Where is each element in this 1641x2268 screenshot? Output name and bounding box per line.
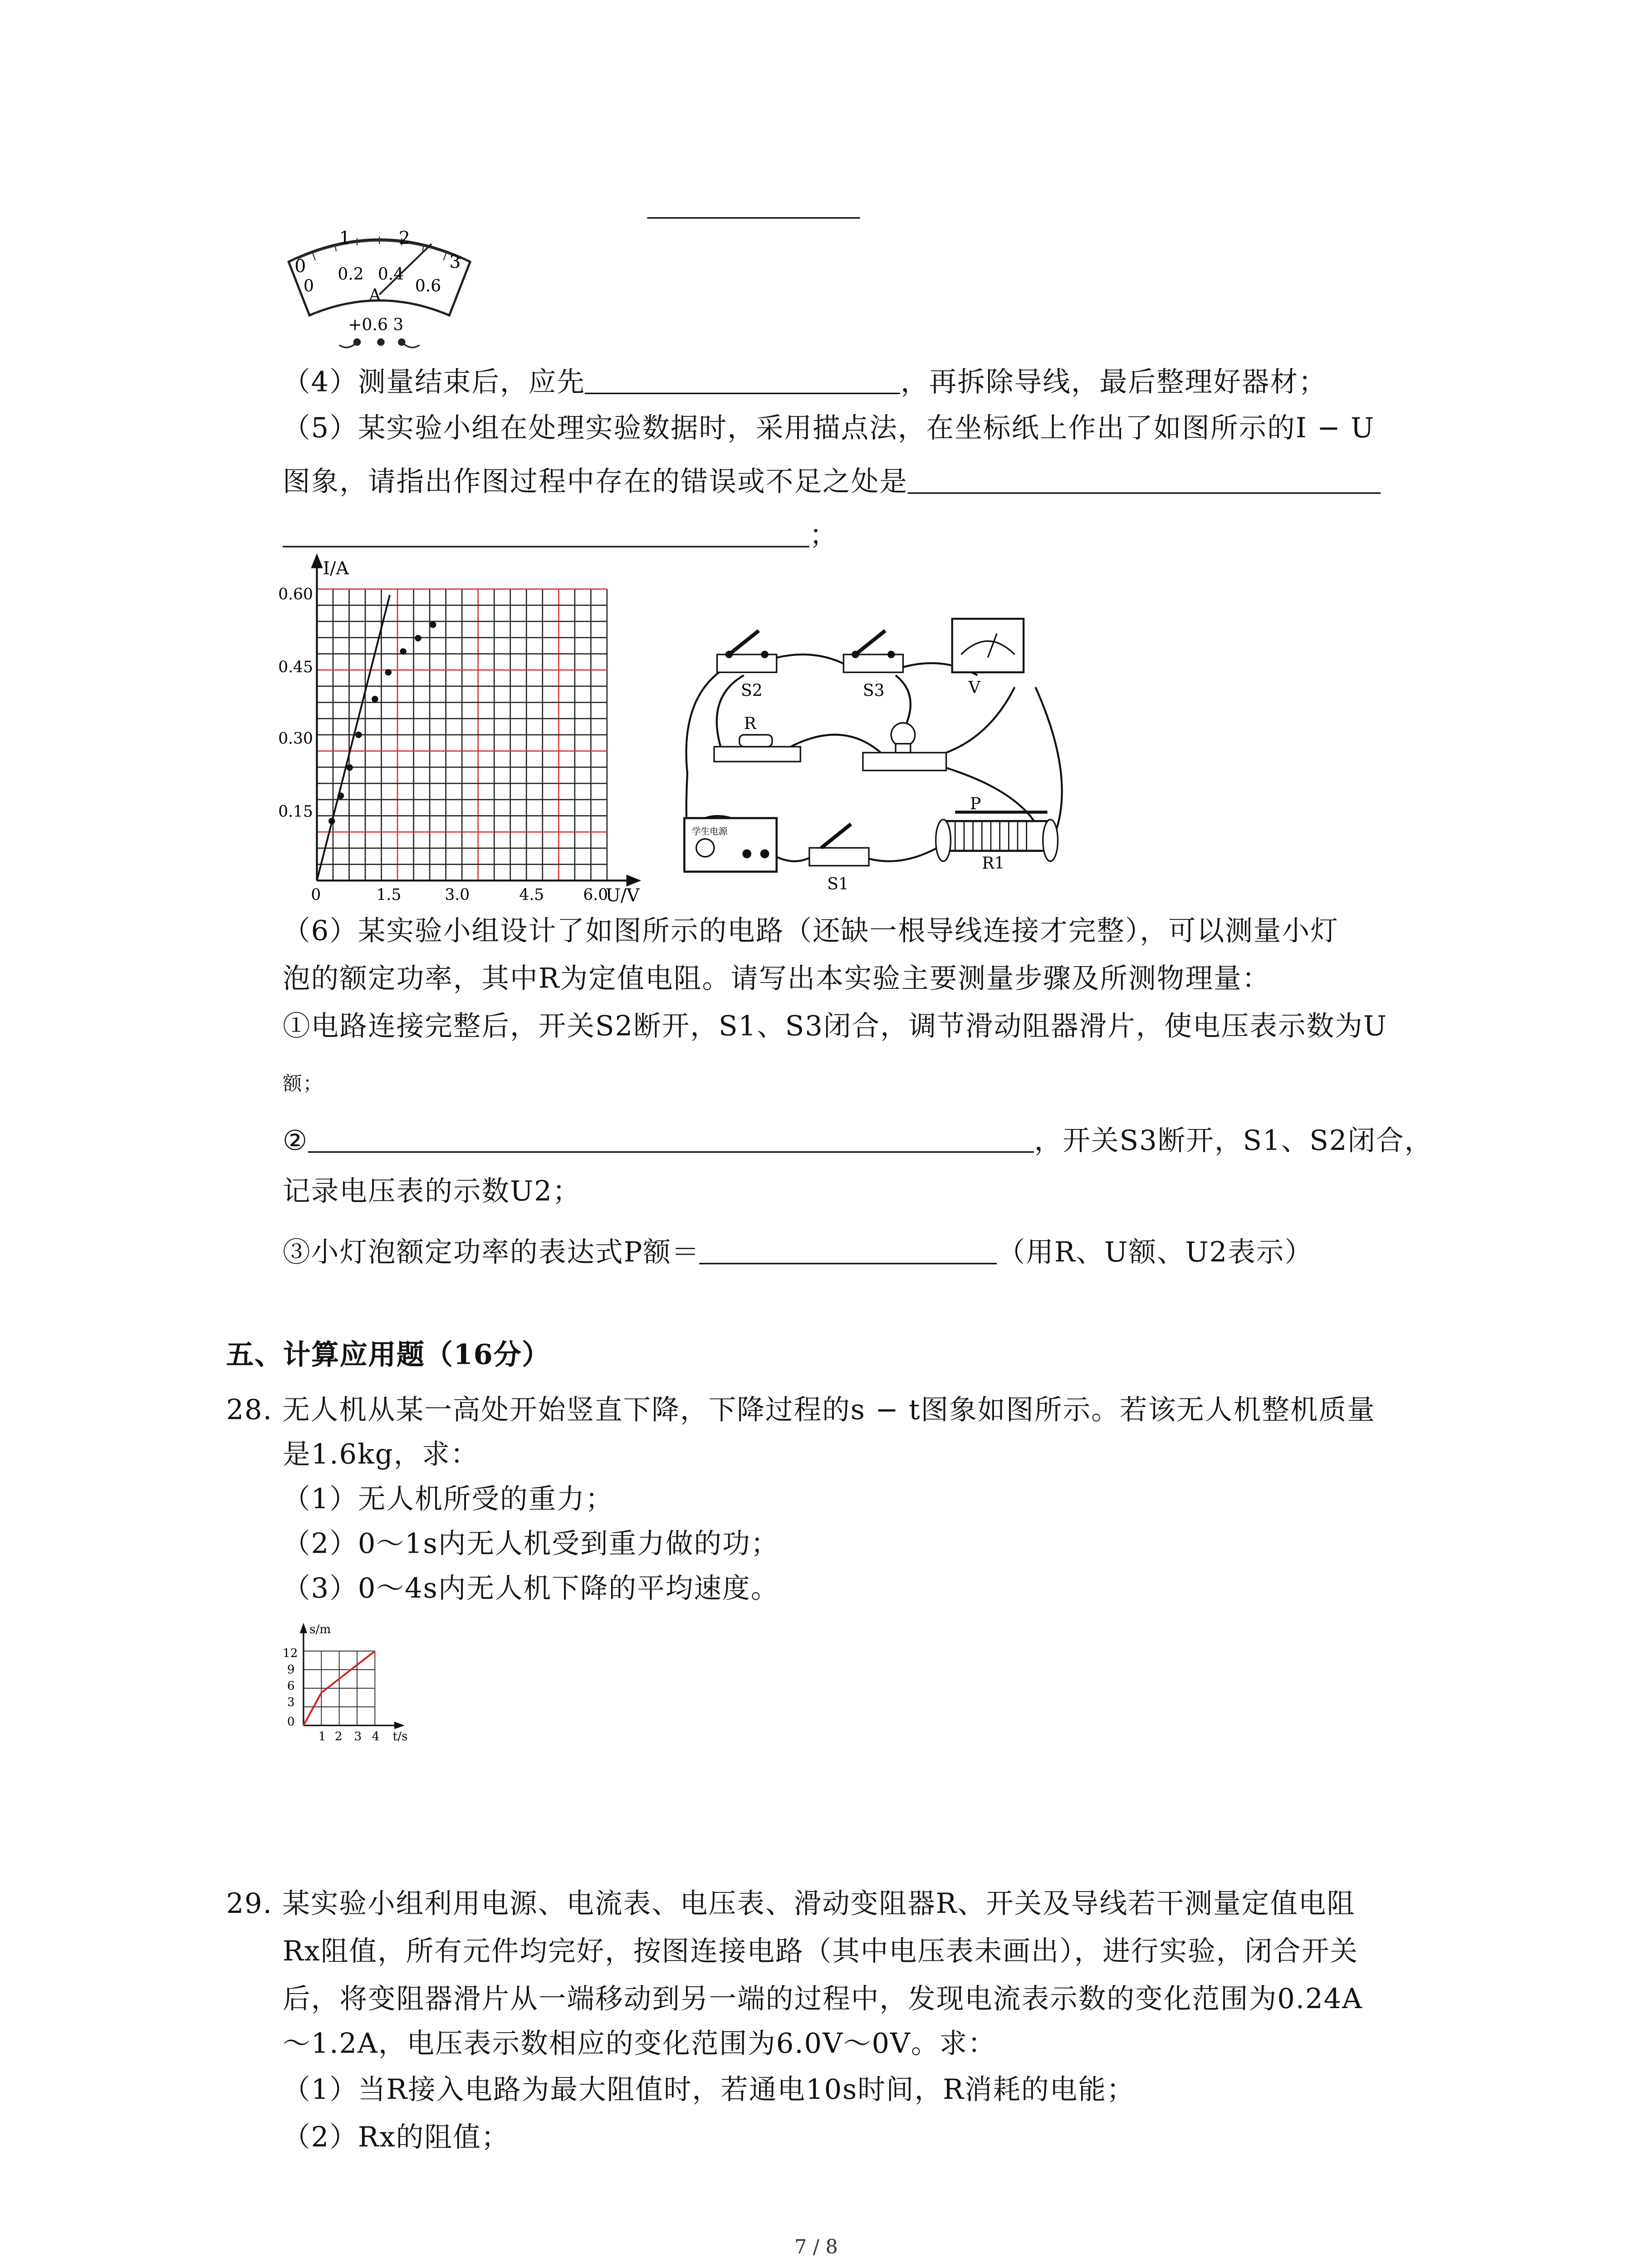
- q5-text: 图象，请指出作图过程中存在的错误或不足之处是: [283, 467, 908, 499]
- meter-terminals: +0.6 3: [348, 315, 404, 334]
- q28-part3: （3）0～4s内无人机下降的平均速度。: [283, 1574, 779, 1605]
- q29-part1: （1）当R接入电路为最大阻值时，若通电10s时间，R消耗的电能；: [283, 2075, 1135, 2107]
- q29-part2: （2）Rx的阻值；: [283, 2122, 510, 2154]
- q5-line3: [283, 516, 838, 557]
- q6-step2-num: ②: [283, 1126, 309, 1158]
- iu-ytick-015: 0.15: [278, 802, 313, 821]
- q4-text-end: ，再拆除导线，最后整理好器材；: [901, 367, 1327, 399]
- q4-line: [283, 363, 1327, 403]
- meter-bot-2: 0.4: [377, 264, 404, 284]
- q6-step3-answer-blank[interactable]: [700, 1233, 998, 1264]
- voltmeter: [952, 619, 1024, 672]
- q6-step3: [283, 1233, 1313, 1273]
- q5-answer-blank-2[interactable]: [283, 516, 809, 547]
- q6-step2-text: ，开关S3断开，S1、S2闭合，: [1034, 1126, 1433, 1158]
- st-xlabel: t/s: [392, 1730, 408, 1744]
- iu-xtick-15: 1.5: [376, 885, 402, 904]
- iu-point: [415, 635, 421, 641]
- q5-line1: （5）某实验小组在处理实验数据时，采用描点法，在坐标纸上作出了如图所示的I − U: [283, 413, 1375, 445]
- switch-s1: [809, 824, 869, 866]
- iu-point: [346, 764, 353, 771]
- iu-graph: [275, 553, 647, 910]
- page-number: 7 / 8: [794, 2237, 838, 2260]
- iu-ytick-030: 0.30: [278, 729, 313, 748]
- st-ylabel: s/m: [309, 1623, 331, 1637]
- q6-step1: ①电路连接完整后，开关S2断开，S1、S3闭合，调节滑动阻器滑片，使电压表示数为U: [283, 1011, 1387, 1043]
- st-ytick-6: 6: [287, 1679, 295, 1693]
- q6-line2: 泡的额定功率，其中R为定值电阻。请写出本实验主要测量步骤及所测物理量：: [283, 963, 1271, 995]
- iu-xtick-60: 6.0: [583, 885, 608, 904]
- q28-line1: 28. 无人机从某一高处开始竖直下降，下降过程的s − t图象如图所示。若该无人机整机质量: [226, 1395, 1376, 1427]
- label-v: V: [968, 678, 980, 698]
- q4-answer-blank[interactable]: [585, 363, 901, 394]
- label-p: P: [970, 794, 981, 813]
- st-ytick-9: 9: [287, 1663, 295, 1677]
- switch-s3: [843, 631, 903, 672]
- q29-line2: Rx阻值，所有元件均完好，按图连接电路（其中电压表未画出），进行实验，闭合开关: [283, 1936, 1358, 1968]
- iu-point: [355, 732, 362, 738]
- st-xtick-4: 4: [372, 1730, 380, 1744]
- power-supply-label: 学生电源: [691, 826, 728, 837]
- st-xtick-1: 1: [318, 1730, 326, 1744]
- st-ytick-12: 12: [283, 1647, 298, 1661]
- q28-part1: （1）无人机所受的重力；: [283, 1484, 614, 1516]
- st-ytick-0: 0: [287, 1715, 295, 1729]
- iu-xtick-0: 0: [311, 885, 321, 904]
- iu-point: [385, 669, 392, 675]
- iu-point: [400, 648, 406, 655]
- q6-step2-answer-blank[interactable]: [308, 1122, 1034, 1153]
- meter-bot-0: 0: [303, 276, 314, 296]
- q6-line1: （6）某实验小组设计了如图所示的电路（还缺一根导线连接才完整），可以测量小灯: [283, 916, 1339, 948]
- st-graph: [279, 1621, 428, 1749]
- bulb: [863, 723, 946, 771]
- ammeter-figure: [283, 223, 476, 357]
- q6-step3-end: （用R、U额、U2表示）: [997, 1237, 1313, 1269]
- meter-bot-3: 0.6: [415, 276, 441, 296]
- meter-unit: A: [369, 285, 381, 305]
- meter-top-2: 2: [398, 227, 410, 249]
- switch-s2: [717, 631, 777, 672]
- q6-step3-text: ③小灯泡额定功率的表达式P额＝: [283, 1237, 700, 1269]
- iu-ytick-060: 0.60: [278, 585, 313, 604]
- st-grid: [304, 1651, 375, 1725]
- q28-part2: （2）0～1s内无人机受到重力做的功；: [283, 1529, 779, 1560]
- meter-top-1: 1: [339, 227, 351, 249]
- q29-line3: 后，将变阻器滑片从一端移动到另一端的过程中，发现电流表示数的变化范围为0.24A: [283, 1984, 1363, 2016]
- meter-bot-1: 0.2: [338, 264, 364, 284]
- q5-line2: [283, 463, 1381, 503]
- q5-end: ；: [809, 520, 838, 552]
- q6-step1-sub: 额；: [283, 1074, 323, 1096]
- circuit-diagram: [672, 610, 1082, 907]
- q29-line1: 29. 某实验小组利用电源、电流表、电压表、滑动变阻器R、开关及导线若干测量定值电阻: [226, 1889, 1356, 1921]
- meter-top-0: 0: [294, 256, 306, 277]
- q4-text: （4）测量结束后，应先: [283, 367, 585, 399]
- label-r1: R1: [982, 854, 1005, 873]
- iu-ylabel: I/A: [323, 557, 349, 579]
- answer-blank-top[interactable]: [647, 217, 860, 219]
- iu-ytick-045: 0.45: [278, 658, 313, 677]
- iu-xtick-30: 3.0: [445, 885, 470, 904]
- q6-step2: [283, 1122, 1433, 1162]
- q29-line4: ～1.2A，电压表示数相应的变化范围为6.0V～0V。求：: [283, 2028, 996, 2060]
- label-s2: S2: [741, 681, 763, 700]
- label-s3: S3: [862, 681, 885, 700]
- iu-xlabel: U/V: [605, 885, 640, 906]
- iu-point: [338, 792, 344, 799]
- st-xtick-2: 2: [334, 1730, 343, 1744]
- st-ytick-3: 3: [287, 1696, 295, 1710]
- q28-line2: 是1.6kg，求：: [283, 1440, 479, 1471]
- iu-point: [430, 621, 436, 628]
- q5-answer-blank-1[interactable]: [908, 463, 1381, 494]
- st-xtick-3: 3: [354, 1730, 362, 1744]
- iu-point: [328, 818, 335, 824]
- iu-xtick-45: 4.5: [519, 885, 544, 904]
- label-r: R: [744, 714, 756, 733]
- section5-title: 五、计算应用题（16分）: [226, 1340, 551, 1372]
- q6-step2-line2: 记录电压表的示数U2；: [283, 1176, 581, 1208]
- meter-top-3: 3: [449, 251, 461, 273]
- label-s1: S1: [827, 874, 849, 894]
- iu-point: [372, 696, 378, 702]
- resistor-r: [714, 735, 800, 762]
